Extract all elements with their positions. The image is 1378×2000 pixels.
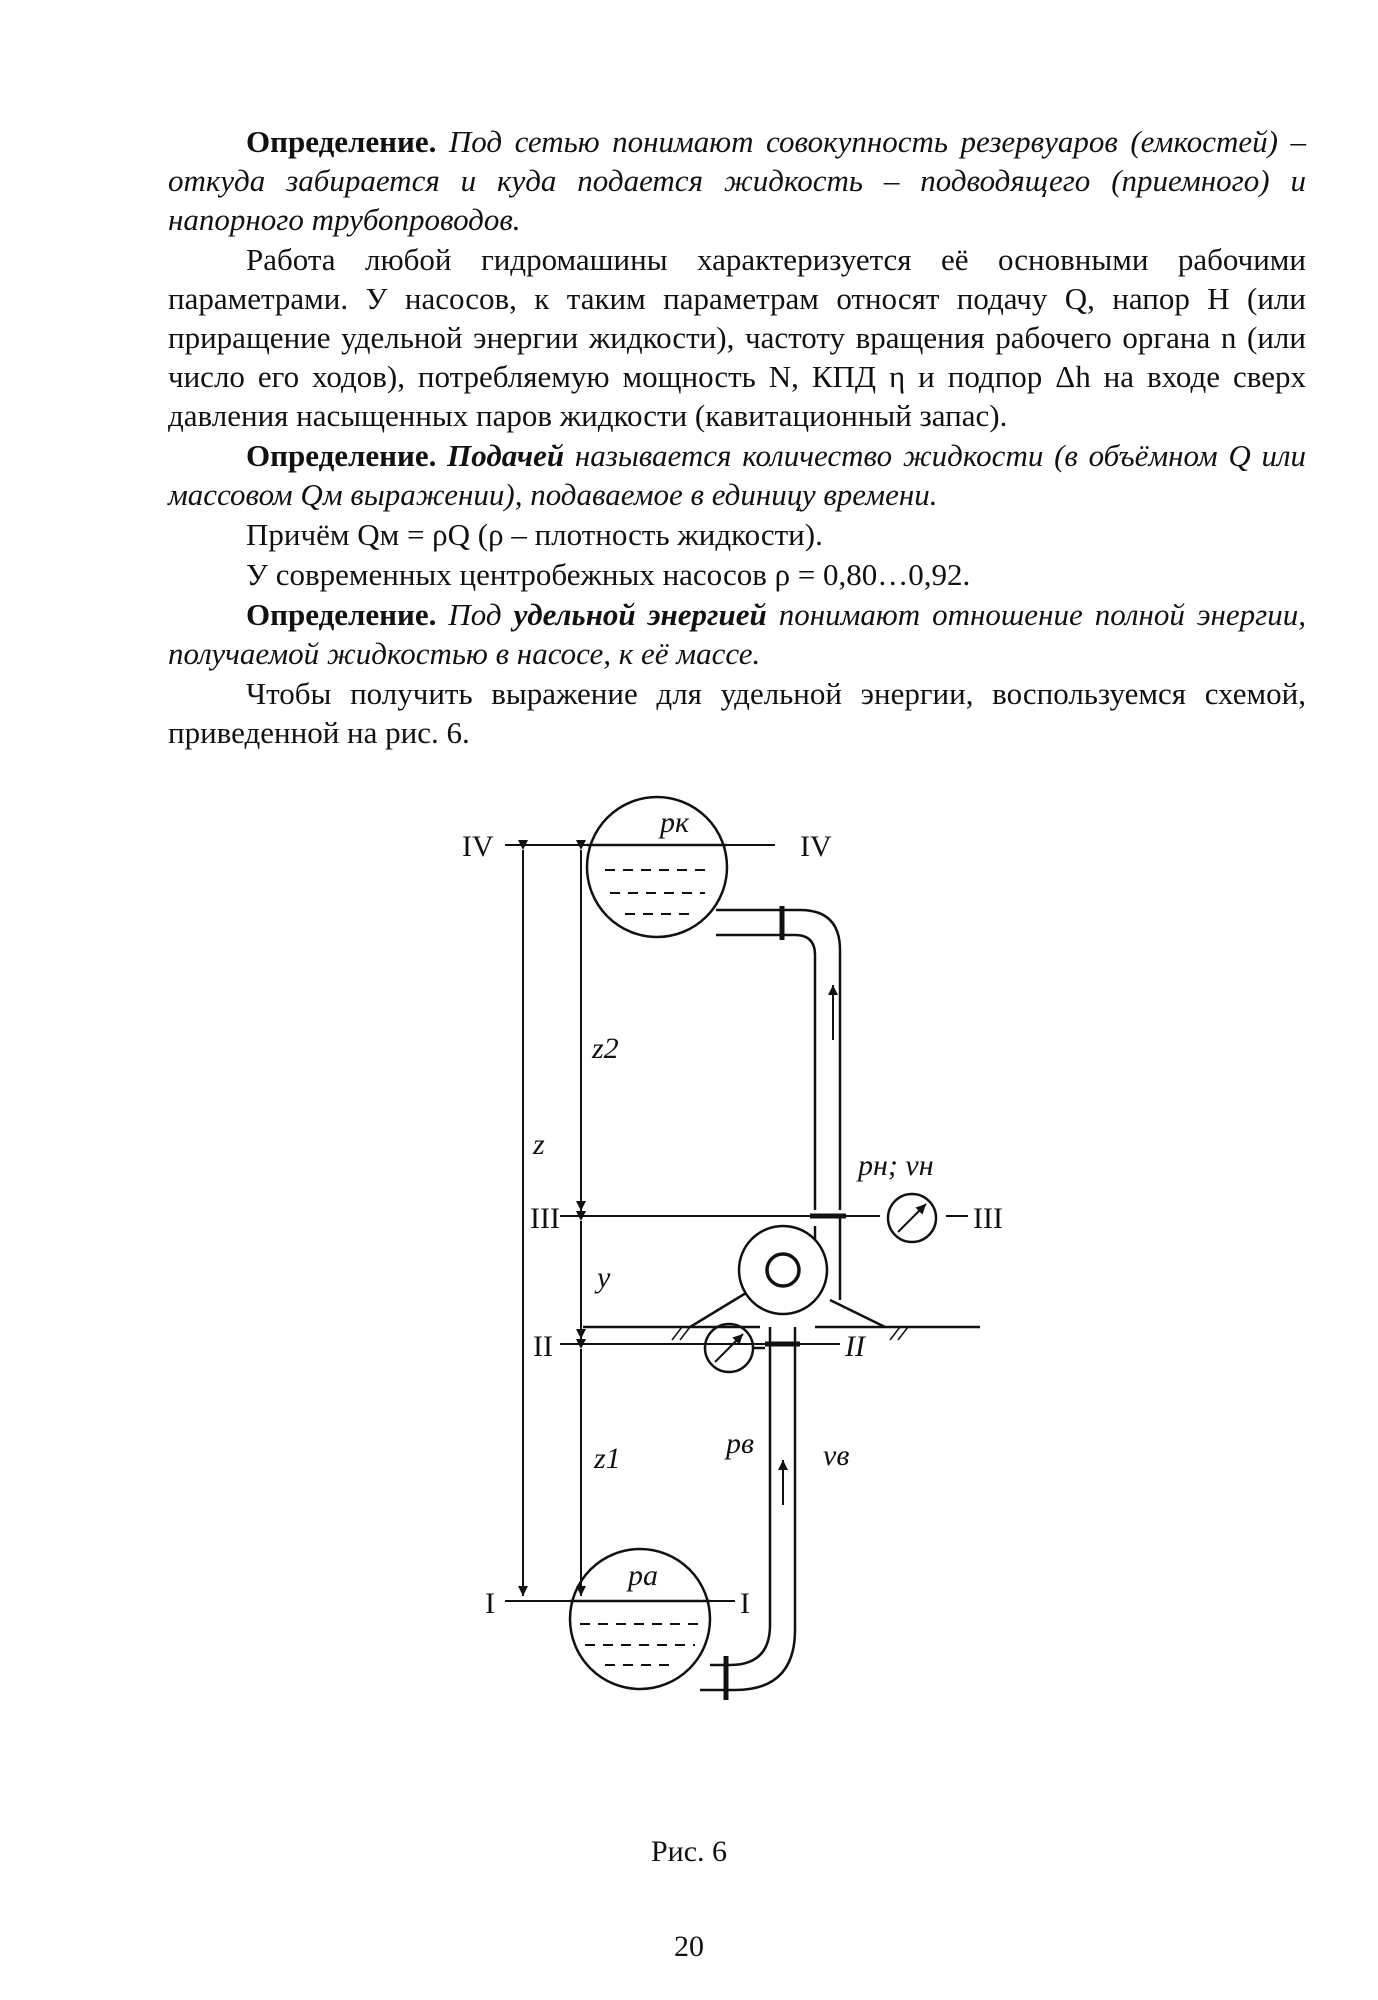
suction-pressure-gauge bbox=[705, 1324, 765, 1372]
definition-lead: Определение. bbox=[246, 438, 437, 473]
definition-lead: Определение. bbox=[246, 124, 437, 159]
paragraph-density: У современных центробежных насосов ρ = 0,80…0,92. bbox=[246, 557, 971, 592]
upper-tank bbox=[587, 797, 727, 937]
discharge-pipe bbox=[716, 906, 846, 1216]
label-z1: z1 bbox=[594, 1442, 621, 1475]
definition-term: удельной энергией bbox=[513, 597, 767, 632]
label-vv: vв bbox=[823, 1439, 850, 1472]
paragraph-mass-flow: Причём Qм = ρQ (ρ – плотность жидкости). bbox=[246, 517, 823, 552]
definition-text: понимают отношение полной энергии, получаемой жидкостью в насосе, к её массе. bbox=[168, 597, 1307, 671]
label-iii-right: III bbox=[973, 1202, 1003, 1235]
paragraph-parameters: Работа любой гидромашины характеризуется её основными рабочими параметрами. У насосов, к таким параметрам относят подачу Q, напор H (или приращение удельной энергии жидкости), частоту вращения рабочего органа n (или число его ходов), потребляемую мощность N, КПД η и подпор Δh на входе сверх давления насыщенных паров жидкости (кавитационный запас). bbox=[168, 242, 1306, 433]
label-y: y bbox=[597, 1261, 611, 1294]
label-i-left: I bbox=[485, 1587, 495, 1620]
label-pv: pв bbox=[726, 1427, 755, 1460]
suction-pipe bbox=[700, 1327, 800, 1700]
label-iv-left: IV bbox=[462, 830, 494, 863]
definition-text: Под сетью понимают совокупность резервуаров (емкостей) – откуда забирается и куда подается жидкость – подводящего (приемного) и напорного трубопроводов. bbox=[168, 124, 1307, 237]
definition-lead: Определение. bbox=[246, 597, 437, 632]
label-iii-left: III bbox=[530, 1202, 560, 1235]
discharge-pressure-gauge bbox=[888, 1194, 936, 1242]
figure-caption: Рис. 6 bbox=[650, 1835, 728, 1868]
label-ii-right: II bbox=[845, 1330, 865, 1363]
label-z2: z2 bbox=[592, 1032, 619, 1065]
definition-text: называется количество жидкости (в объёмном Q или массовом Qм выражении), подаваемое в единицу времени. bbox=[168, 438, 1307, 512]
label-pa: pа bbox=[628, 1559, 658, 1592]
label-pk: pк bbox=[660, 806, 690, 839]
ground-line bbox=[583, 1327, 980, 1340]
label-ii-left: II bbox=[533, 1330, 553, 1363]
paragraph-scheme-intro: Чтобы получить выражение для удельной энергии, воспользуемся схемой, приведенной на рис. 6. bbox=[168, 676, 1306, 750]
label-pn-vn: pн; vн bbox=[858, 1149, 934, 1182]
pump bbox=[690, 1216, 885, 1327]
definition-term: Подачей bbox=[447, 438, 565, 473]
label-iv-right: IV bbox=[800, 830, 832, 863]
label-z: z bbox=[533, 1128, 545, 1161]
page-number: 20 bbox=[674, 1930, 704, 1963]
label-i-right: I bbox=[740, 1587, 750, 1620]
definition-pre: Под bbox=[448, 597, 502, 632]
